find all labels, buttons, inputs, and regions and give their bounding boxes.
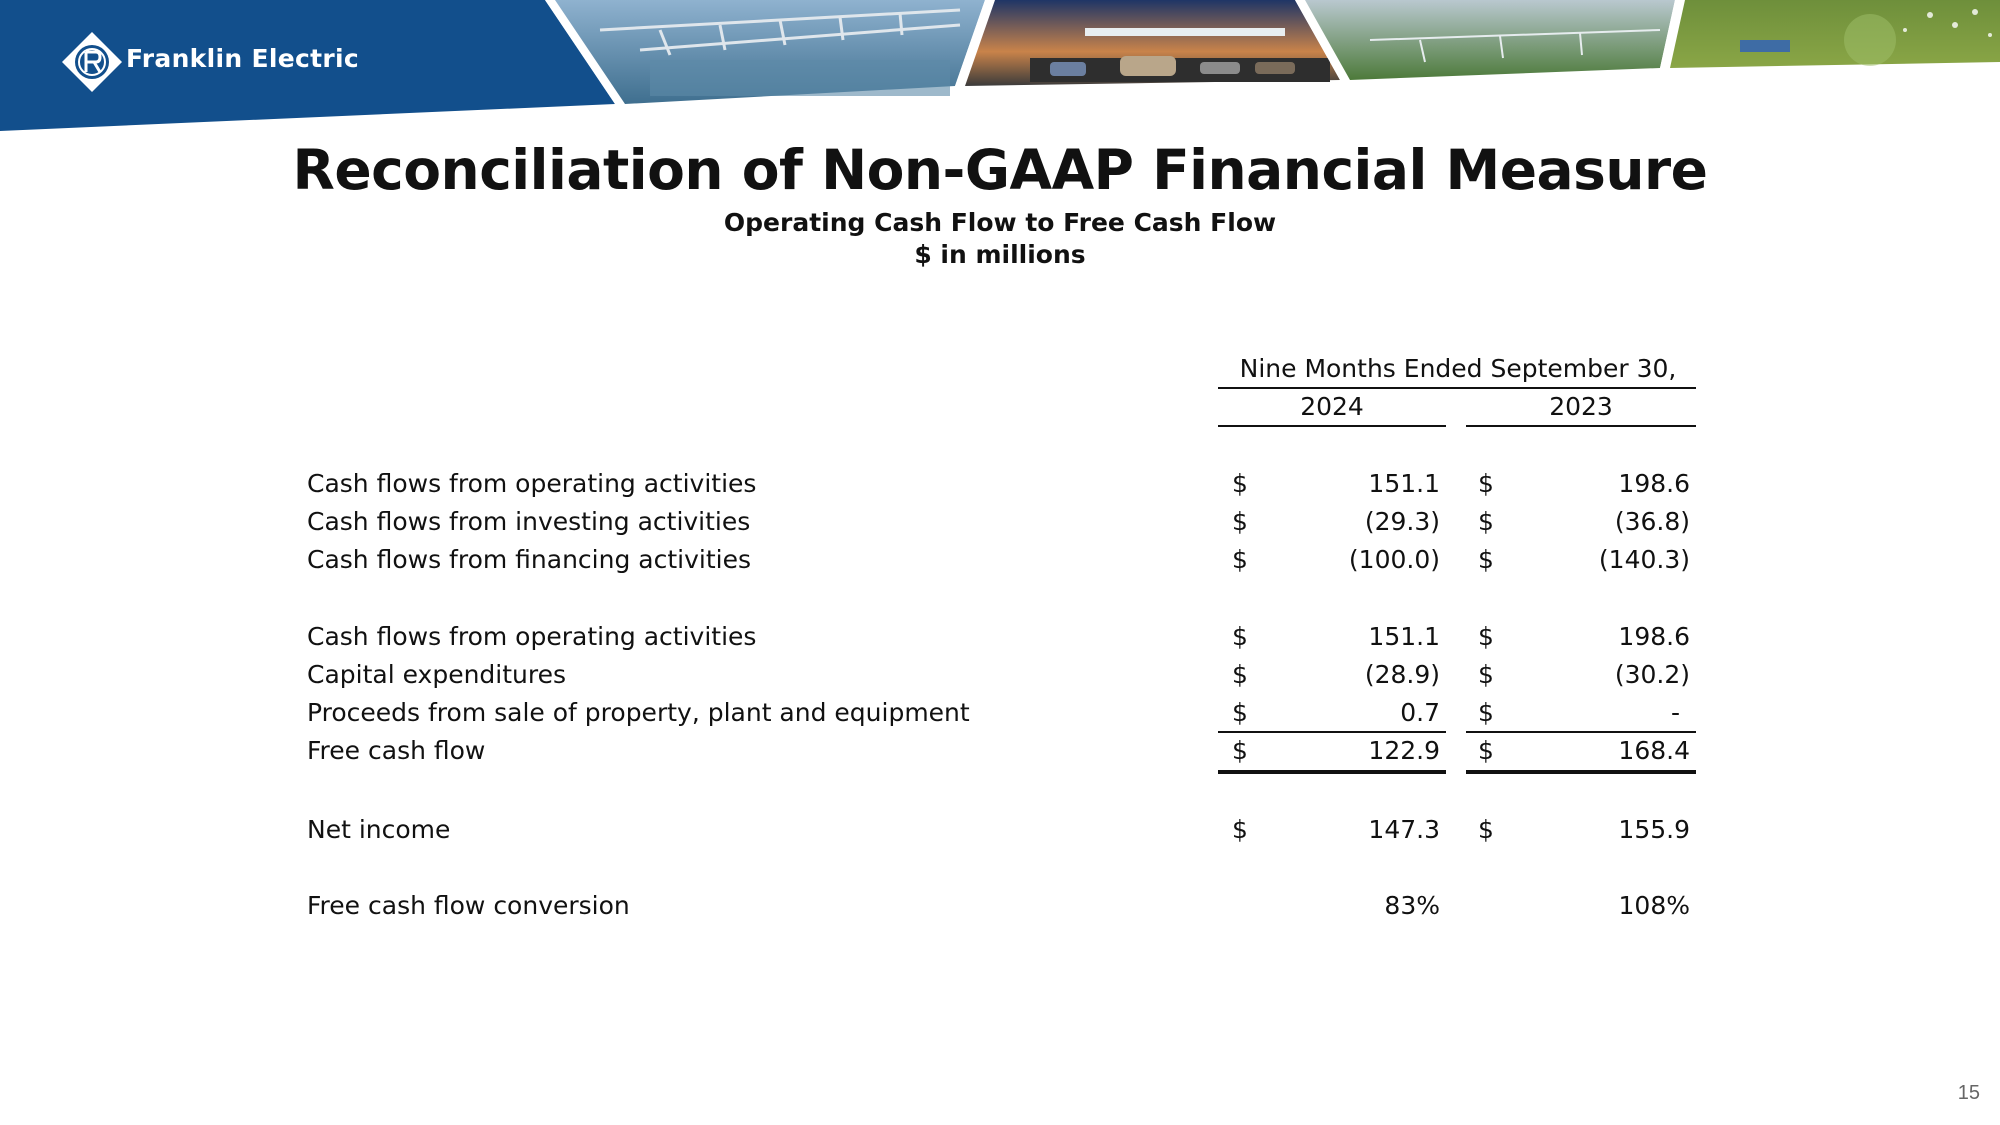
- currency-symbol: $: [1232, 660, 1248, 689]
- col-year-2024: 2024: [1300, 392, 1364, 421]
- value-2024: 83%: [1384, 891, 1440, 920]
- page-title: Reconciliation of Non-GAAP Financial Measure: [292, 138, 1708, 202]
- row-label: Cash flows from operating activities: [307, 469, 757, 498]
- currency-symbol: $: [1232, 736, 1248, 765]
- value-2023: (30.2): [1614, 660, 1690, 689]
- value-2023: 155.9: [1618, 815, 1690, 844]
- row-label: Cash flows from operating activities: [307, 622, 757, 651]
- page-subtitle: Operating Cash Flow to Free Cash Flow: [723, 208, 1277, 237]
- value-2023: 108%: [1618, 891, 1690, 920]
- value-2023: (140.3): [1598, 545, 1690, 574]
- currency-symbol: $: [1478, 469, 1494, 498]
- value-2024: (29.3): [1364, 507, 1440, 536]
- row-label-net-income: Net income: [307, 815, 451, 844]
- col-year-2023: 2023: [1549, 392, 1613, 421]
- col-divider-2024: [1218, 425, 1446, 427]
- header-banner: [0, 0, 2000, 131]
- franklin-electric-logo-icon: [60, 30, 124, 94]
- value-2023: 198.6: [1618, 469, 1690, 498]
- period-header: Nine Months Ended September 30,: [1239, 354, 1677, 383]
- currency-symbol: $: [1478, 660, 1494, 689]
- value-2024: 151.1: [1368, 469, 1440, 498]
- units-label: $ in millions: [914, 240, 1086, 269]
- row-label: Capital expenditures: [307, 660, 567, 689]
- currency-symbol: $: [1478, 736, 1494, 765]
- header-divider: [1218, 387, 1696, 389]
- page-number: 15: [1957, 1082, 1980, 1104]
- col-divider-2023: [1466, 425, 1696, 427]
- currency-symbol: $: [1232, 507, 1248, 536]
- subtotal-line-2023: [1466, 731, 1696, 733]
- currency-symbol: $: [1478, 507, 1494, 536]
- total-double-line-2023: [1466, 770, 1696, 774]
- currency-symbol: $: [1478, 545, 1494, 574]
- value-2023: -: [1670, 698, 1680, 727]
- row-label: Cash flows from financing activities: [307, 545, 751, 574]
- currency-symbol: $: [1232, 815, 1248, 844]
- row-label: Cash flows from investing activities: [307, 507, 751, 536]
- total-double-line-2024: [1218, 770, 1446, 774]
- value-2023: 198.6: [1618, 622, 1690, 651]
- currency-symbol: $: [1232, 622, 1248, 651]
- row-label: Proceeds from sale of property, plant and equipment: [307, 698, 970, 727]
- row-label-free-cash-flow: Free cash flow: [307, 736, 486, 765]
- value-2024: 122.9: [1368, 736, 1440, 765]
- value-2023: 168.4: [1618, 736, 1690, 765]
- currency-symbol: $: [1478, 815, 1494, 844]
- value-2024: (28.9): [1364, 660, 1440, 689]
- value-2024: 0.7: [1400, 698, 1440, 727]
- currency-symbol: $: [1478, 698, 1494, 727]
- currency-symbol: $: [1232, 698, 1248, 727]
- row-label-fcf-conversion: Free cash flow conversion: [307, 891, 630, 920]
- currency-symbol: $: [1232, 545, 1248, 574]
- value-2024: 151.1: [1368, 622, 1440, 651]
- currency-symbol: $: [1478, 622, 1494, 651]
- value-2024: 147.3: [1368, 815, 1440, 844]
- value-2024: (100.0): [1348, 545, 1440, 574]
- brand-name: Franklin Electric: [126, 44, 359, 73]
- currency-symbol: $: [1232, 469, 1248, 498]
- subtotal-line-2024: [1218, 731, 1446, 733]
- value-2023: (36.8): [1614, 507, 1690, 536]
